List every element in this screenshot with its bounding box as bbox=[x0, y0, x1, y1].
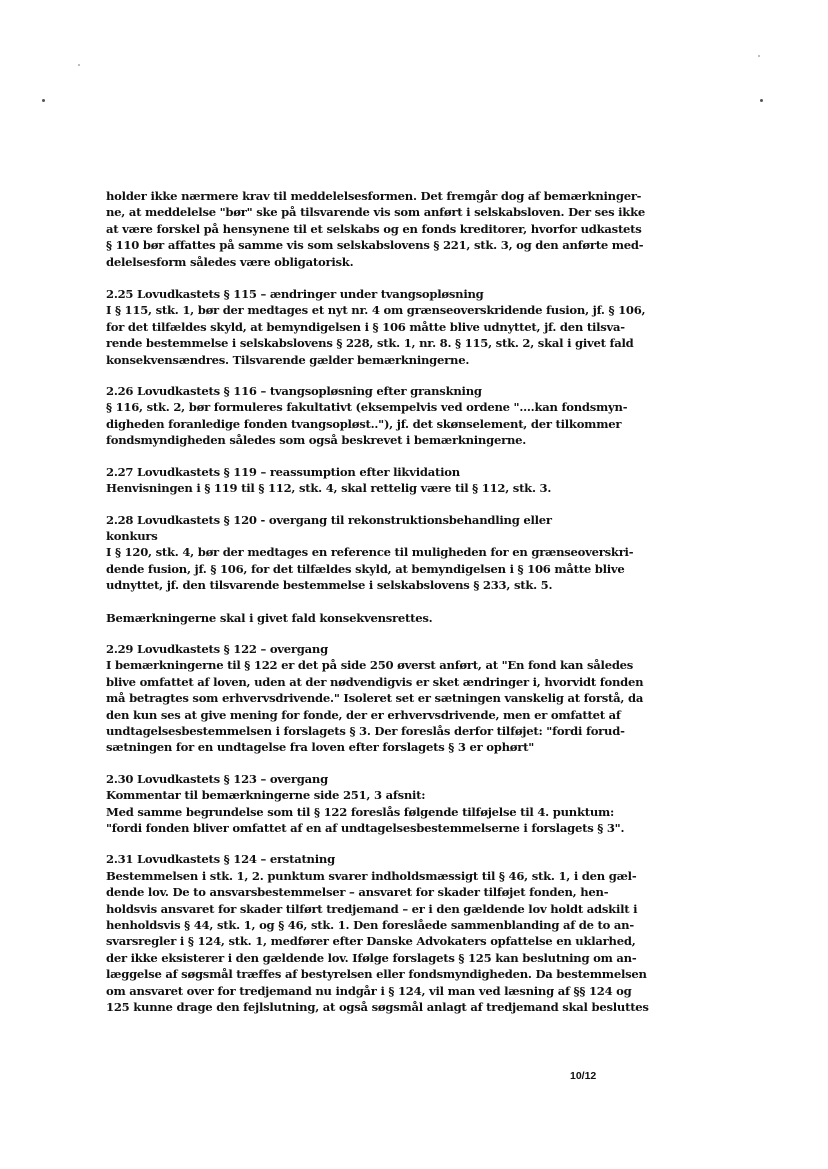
section-paragraph bbox=[106, 787, 625, 836]
section-paragraph bbox=[106, 302, 646, 368]
scan-speck bbox=[760, 99, 763, 102]
section-heading bbox=[106, 383, 572, 399]
section bbox=[106, 851, 649, 1015]
text-line: dende fusion, jf. § 106, for det tilfældes skyld, at bemyndigelsen i § 106 måtte blive bbox=[106, 561, 625, 576]
section-heading bbox=[106, 512, 572, 545]
text-line: 2.26 Lovudkastets § 116 – tvangsopløsning efter granskning bbox=[106, 384, 482, 399]
section bbox=[106, 383, 628, 449]
text-line: digheden foranledige fonden tvangsopløst.."), jf. det skønselement, der tilkommer bbox=[106, 416, 622, 431]
section-paragraph bbox=[106, 544, 634, 593]
text-line: der ikke eksisterer i den gældende lov. Ifølge forslagets § 125 kan beslutning om an- bbox=[106, 950, 637, 965]
section-heading bbox=[106, 286, 572, 302]
text-line: konsekvensændres. Tilsvarende gælder bemærkningerne. bbox=[106, 352, 470, 367]
text-line: Henvisningen i § 119 til § 112, stk. 4, skal rettelig være til § 112, stk. 3. bbox=[106, 481, 552, 496]
page-number: 10/12 bbox=[570, 1070, 597, 1082]
section-heading bbox=[106, 851, 572, 867]
text-line: blive omfattet af loven, uden at der nødvendigvis er sket ændringer i, hvorvidt fonden bbox=[106, 674, 644, 689]
text-line: om ansvaret over for tredjemand nu indgår i § 124, vil man ved læsning af §§ 124 og bbox=[106, 983, 632, 998]
text-line: dende lov. De to ansvarsbestemmelser – ansvaret for skader tilføjet fonden, hen- bbox=[106, 885, 609, 900]
text-line: I § 120, stk. 4, bør der medtages en reference til muligheden for en grænseoverskri- bbox=[106, 545, 634, 560]
text-line: fondsmyndigheden således som også beskrevet i bemærkningerne. bbox=[106, 433, 527, 448]
sections bbox=[106, 286, 649, 1015]
text-line: Bemærkningerne skal i givet fald konsekvensrettes. bbox=[106, 610, 433, 625]
text-line: § 110 bør affattes på samme vis som selskabslovens § 221, stk. 3, og den anførte med- bbox=[106, 238, 644, 253]
text-line: 2.28 Lovudkastets § 120 - overgang til rekonstruktionsbehandling eller bbox=[106, 512, 552, 527]
text-line: for det tilfældes skyld, at bemyndigelsen i § 106 måtte blive udnyttet, jf. den tilsva- bbox=[106, 319, 625, 334]
section bbox=[106, 771, 625, 837]
section bbox=[106, 641, 644, 756]
section-paragraph bbox=[106, 480, 572, 496]
scan-speck bbox=[78, 64, 80, 66]
text-line: § 116, stk. 2, bør formuleres fakultativt (eksempelvis ved ordene "....kan fondsmyn- bbox=[106, 400, 628, 415]
text-line: Kommentar til bemærkningerne side 251, 3 afsnit: bbox=[106, 788, 426, 803]
scan-speck bbox=[42, 99, 45, 102]
text-line: henholdsvis § 44, stk. 1, og § 46, stk. 1. Den foreslåede sammenblanding af de to an- bbox=[106, 918, 634, 933]
text-line: udnyttet, jf. den tilsvarende bestemmelse i selskabslovens § 233, stk. 5. bbox=[106, 578, 553, 593]
text-line: må betragtes som erhvervsdrivende." Isoleret set er sætningen vanskelig at forstå, da bbox=[106, 691, 644, 706]
scan-speck bbox=[758, 55, 760, 57]
text-line: 2.31 Lovudkastets § 124 – erstatning bbox=[106, 852, 335, 867]
text-line: delelsesform således være obligatorisk. bbox=[106, 254, 354, 269]
section-heading bbox=[106, 771, 572, 787]
text-line: Med samme begrundelse som til § 122 foreslås følgende tilføjelse til 4. punktum: bbox=[106, 804, 615, 819]
text-line: I § 115, stk. 1, bør der medtages et nyt nr. 4 om grænseoverskridende fusion, jf. § 106, bbox=[106, 303, 646, 318]
text-line: undtagelsesbestemmelsen i forslagets § 3. Der foreslås derfor tilføjet: "fordi forud- bbox=[106, 723, 625, 738]
text-line: sætningen for en undtagelse fra loven efter forslagets § 3 er ophørt" bbox=[106, 740, 535, 755]
text-line: svarsregler i § 124, stk. 1, medfører efter Danske Advokaters opfattelse en uklarhed, bbox=[106, 934, 636, 949]
section-heading bbox=[106, 464, 572, 480]
document-body bbox=[106, 188, 649, 1030]
section bbox=[106, 464, 572, 497]
section bbox=[106, 512, 634, 626]
text-line: 2.30 Lovudkastets § 123 – overgang bbox=[106, 771, 328, 786]
section-paragraph bbox=[106, 868, 649, 1016]
text-line: holdsvis ansvaret for skader tilført tredjemand – er i den gældende lov holdt adskilt i bbox=[106, 901, 638, 916]
text-line: læggelse af søgsmål træffes af bestyrelsen eller fondsmyndigheden. Da bestemmelsen bbox=[106, 967, 647, 982]
text-line: Bestemmelsen i stk. 1, 2. punktum svarer indholdsmæssigt til § 46, stk. 1, i den gæl- bbox=[106, 868, 637, 883]
section-paragraph bbox=[106, 399, 628, 448]
text-line: ne, at meddelelse "bør" ske på tilsvarende vis som anført i selskabsloven. Der ses ikke bbox=[106, 205, 645, 220]
text-line: "fordi fonden bliver omfattet af en af undtagelsesbestemmelserne i forslagets § 3". bbox=[106, 821, 625, 835]
text-line: den kun ses at give mening for fonde, der er erhvervsdrivende, men er omfattet af bbox=[106, 707, 621, 722]
intro-paragraph bbox=[106, 188, 645, 270]
text-line: konkurs bbox=[106, 528, 158, 543]
section bbox=[106, 286, 646, 368]
text-line: 2.25 Lovudkastets § 115 – ændringer under tvangsopløsning bbox=[106, 287, 484, 302]
section-paragraph bbox=[106, 657, 644, 755]
text-line: 125 kunne drage den fejlslutning, at også søgsmål anlagt af tredjemand skal besluttes bbox=[106, 1000, 649, 1015]
section-heading bbox=[106, 641, 572, 657]
text-line: holder ikke nærmere krav til meddelelsesformen. Det fremgår dog af bemærkninger- bbox=[106, 189, 642, 203]
text-line: 2.27 Lovudkastets § 119 – reassumption efter likvidation bbox=[106, 464, 460, 479]
section-paragraph bbox=[106, 610, 572, 626]
text-line: rende bestemmelse i selskabslovens § 228, stk. 1, nr. 8. § 115, stk. 2, skal i givet fald bbox=[106, 336, 634, 351]
text-line: 2.29 Lovudkastets § 122 – overgang bbox=[106, 641, 328, 656]
text-line: I bemærkningerne til § 122 er det på side 250 øverst anført, at "En fond kan således bbox=[106, 658, 634, 673]
text-line: at være forskel på hensynene til et selskabs og en fonds kreditorer, hvorfor udkastets bbox=[106, 221, 642, 236]
